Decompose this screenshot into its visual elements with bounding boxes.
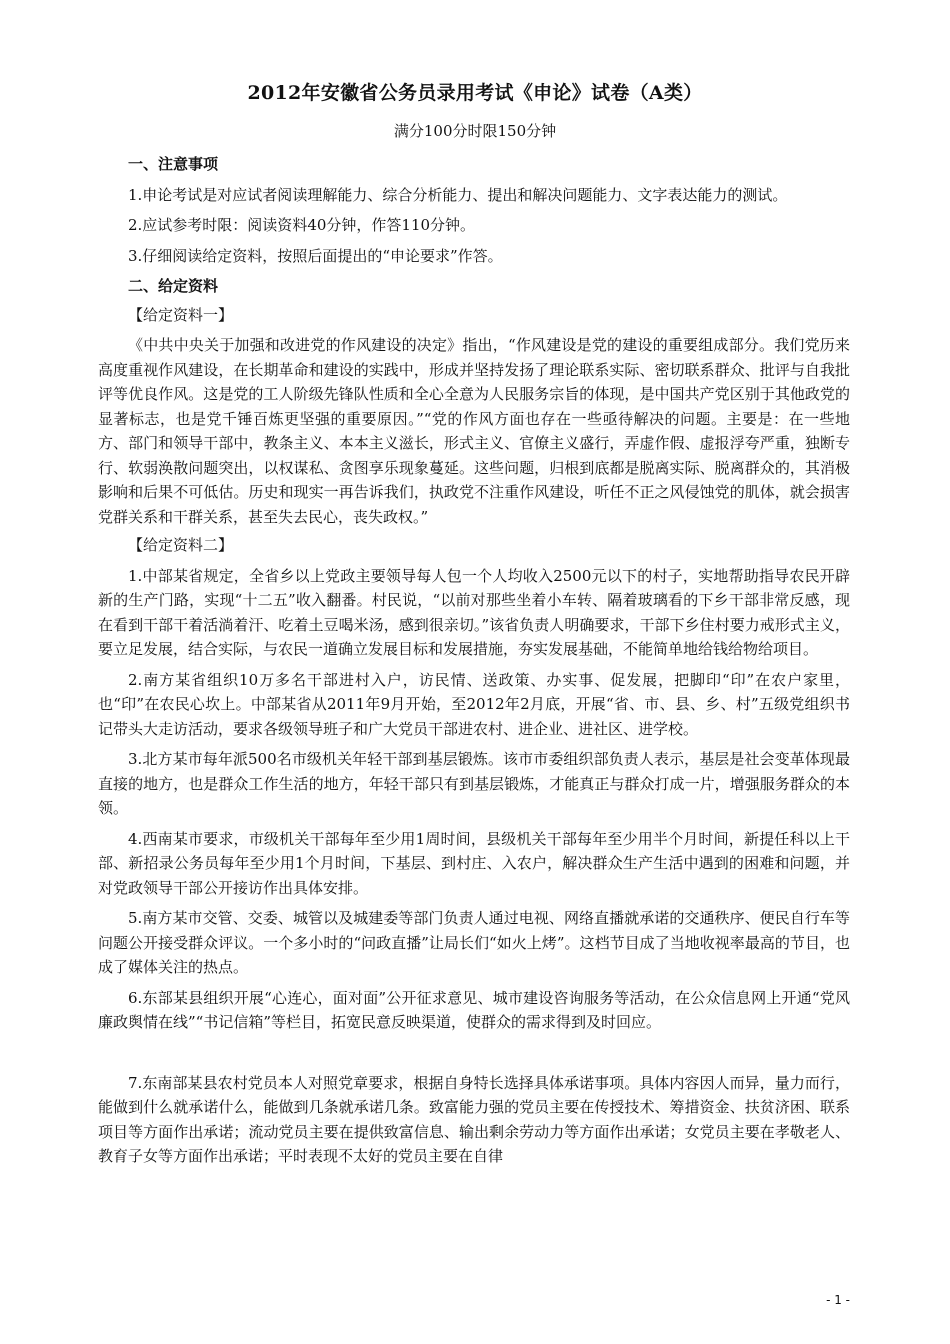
section-heading-notes: 一、注意事项 bbox=[128, 155, 219, 173]
material-item: 5.南方某市交管、交委、城管以及城建委等部门负责人通过电视、网络直播就承诺的交通秩序、便民自行车等问题公开接受群众评议。一个多小时的“问政直播”让局长们“如火上烤”。这档节目成了当地收视率最高的节目，也成了媒体关注的热点。 bbox=[98, 909, 850, 976]
material-item: 6.东部某县组织开展“心连心，面对面”公开征求意见、城市建设咨询服务等活动，在公众信息网上开通“党风廉政舆情在线”“书记信箱”等栏目，拓宽民意反映渠道，使群众的需求得到及时回应。 bbox=[98, 988, 850, 1031]
note-item: 2.应试参考时限：阅读资料40分钟，作答110分钟。 bbox=[128, 216, 476, 234]
document-body bbox=[98, 146, 850, 1169]
material-item: 3.北方某市每年派500名市级机关年轻干部到基层锻炼。该市市委组织部负责人表示，基层是社会变革体现最直接的地方，也是群众工作生活的地方，年轻干部只有到基层锻炼，才能真正与群众打成一片，增强服务群众的本领。 bbox=[98, 750, 850, 817]
section-heading-materials: 二、给定资料 bbox=[128, 277, 219, 295]
material-item: 4.西南某市要求，市级机关干部每年至少用1周时间，县级机关干部每年至少用半个月时间，新提任科以上干部、新招录公务员每年至少用1个月时间，下基层、到村庄、入农户，解决群众生产生活中遇到的困难和问题，并对党政领导干部公开接访作出具体安排。 bbox=[98, 829, 850, 897]
note-item: 1.申论考试是对应试者阅读理解能力、综合分析能力、提出和解决问题能力、文字表达能力的测试。 bbox=[128, 185, 788, 204]
document-subtitle: 满分100分时限150分钟 bbox=[393, 122, 557, 140]
material-paragraph: 《中共中央关于加强和改进党的作风建设的决定》指出，“作风建设是党的建设的重要组成部分。我们党历来高度重视作风建设，在长期革命和建设的实践中，形成并坚持发扬了理论联系实际、密切联系群众、批评与自我批评等优良作风。这是党的工人阶级先锋队性质和全心全意为人民服务宗旨的体现，是中国共产党区别于其他政党的显著标志，也是党千锤百炼更坚强的重要原因。”“党的作风方面也存在一些亟待解决的问题。主要是：在一些地方、部门和领导干部中，教条主义、本本主义滋长，形式主义、官僚主义盛行，弄虚作假、虚报浮夸严重，独断专行、软弱涣散问题突出，以权谋私、贪图享乐现象蔓延。这些问题，归根到底都是脱离实际、脱离群众的，其消极影响和后果不可低估。历史和现实一再告诉我们，执政党不注重作风建设，听任不正之风侵蚀党的肌体，就会损害党群关系和干群关系，甚至失去民心，丧失政权。” bbox=[98, 336, 850, 526]
material-item: 2.南方某省组织10万多名干部进村入户，访民情、送政策、办实事、促发展，把脚印“印”在农户家里，也“印”在农民心坎上。中部某省从2011年9月开始，至2012年2月底，开展“省、市、县、乡、村”五级党组织书记带头大走访活动，要求各级领导班子和广大党员干部进农村、进企业、进社区、进学校。 bbox=[98, 670, 850, 738]
material-item: 1.中部某省规定，全省乡以上党政主要领导每人包一个人均收入2500元以下的村子，实地帮助指导农民开辟新的生产门路，实现“十二五”收入翻番。村民说，“以前对那些坐着小车转、隔着玻璃看的下乡干部非常反感，现在看到干部干着活淌着汗、吃着土豆喝米汤，感到很亲切。”该省负责人明确要求，干部下乡住村要力戒形式主义，要立足发展，结合实际，与农民一道确立发展目标和发展措施，夯实发展基础，不能简单地给钱给物给项目。 bbox=[98, 566, 850, 658]
page-number: - 1 - bbox=[826, 1293, 850, 1307]
material-item: 7.东南部某县农村党员本人对照党章要求，根据自身特长选择具体承诺事项。具体内容因人而异，量力而行，能做到什么就承诺什么，能做到几条就承诺几条。致富能力强的党员主要在传授技术、筹措资金、扶贫济困、联系项目等方面作出承诺；流动党员主要在提供致富信息、输出剩余劳动力等方面作出承诺；女党员主要在孝敬老人、教育子女等方面作出承诺；平时表现不太好的党员主要在自律 bbox=[98, 1073, 850, 1165]
note-item: 3.仔细阅读给定资料，按照后面提出的“申论要求”作答。 bbox=[128, 246, 503, 265]
document-title: 2012年安徽省公务员录用考试《申论》试卷（A类） bbox=[247, 82, 703, 104]
material-label: 【给定资料二】 bbox=[128, 536, 234, 554]
material-label: 【给定资料一】 bbox=[128, 305, 234, 324]
